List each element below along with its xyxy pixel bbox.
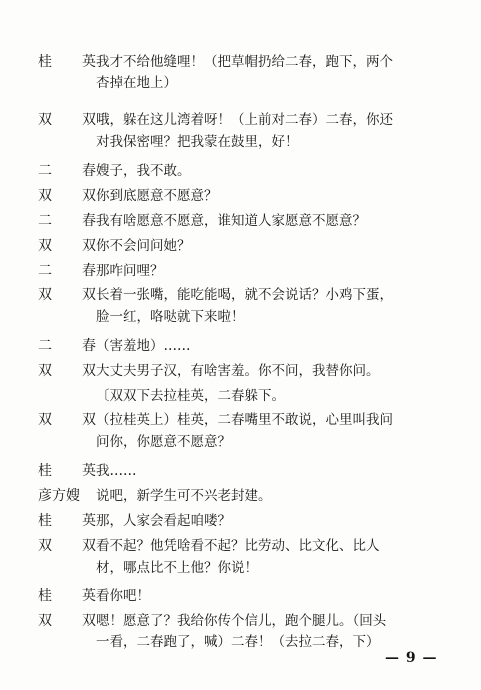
speaker-name: 二 春 [38, 213, 96, 229]
dialogue-line [0, 71, 481, 95]
dialogue-line [0, 430, 481, 454]
dialogue-text: 嫂子，我不敢。 [96, 163, 191, 179]
speaker-name: 双 双 [38, 188, 96, 204]
dialogue-line [0, 209, 481, 233]
dialogue-text: 看不起？他凭啥看不起？比劳动、比文化、比人 [96, 538, 380, 554]
dialogue-text: 脸一红，咯哒就下来啦！ [96, 309, 245, 325]
speaker-name: 双 双 [38, 613, 96, 629]
dialogue-text: 一看，二春跑了，喊）二春！（去拉二春，下） [96, 634, 380, 650]
dialogue-line [0, 234, 481, 258]
speaker-name: 二 春 [38, 163, 96, 179]
speaker-name: 桂 英 [38, 463, 96, 479]
dialogue-text: 〔双双下去拉桂英，二春躲下。 [96, 388, 285, 404]
dialogue-text: 看你吧！ [96, 588, 150, 604]
dialogue-text: 哦，躲在这儿湾着呀！（上前对二春）二春，你还 [96, 112, 393, 128]
dialogue-text: 杏掉在地上） [96, 75, 177, 91]
dialogue-line [0, 459, 481, 483]
dialogue-text: 你到底愿意不愿意？ [96, 188, 218, 204]
dialogue-line [0, 305, 481, 329]
speaker-name: 二 春 [38, 263, 96, 279]
speaker-name: 桂 英 [38, 513, 96, 529]
dialogue-text: 问你，你愿意不愿意？ [96, 434, 231, 450]
speaker-name: 双 双 [38, 287, 96, 303]
dialogue-text: （害羞地）…… [96, 338, 191, 354]
dialogue-text: （拉桂英上）桂英，二春嘴里不敢说，心里叫我问 [96, 412, 393, 428]
speaker-name: 桂 英 [38, 54, 96, 70]
dialogue-text: 你不会问问她？ [96, 238, 191, 254]
speaker-name: 双 双 [38, 363, 96, 379]
speaker-name: 二 春 [38, 338, 96, 354]
dialogue-text: 材，哪点比不上他？你说！ [96, 560, 258, 576]
speaker-name: 双 双 [38, 538, 96, 554]
dialogue-line [0, 584, 481, 608]
dialogue-text: 长着一张嘴，能吃能喝，就不会说话？小鸡下蛋， [96, 287, 393, 303]
dialogue-text: 大丈夫男子汉，有啥害羞。你不问，我替你问。 [96, 363, 380, 379]
dialogue-line [0, 184, 481, 208]
page-number: — 9 — [385, 650, 438, 666]
dialogue-line [0, 259, 481, 283]
dialogue-text: 我才不给他缝哩！（把草帽扔给二春，跑下，两个 [96, 54, 393, 70]
dialogue-text: 那咋问哩？ [96, 263, 164, 279]
dialogue-text: 那，人家会看起咱喽？ [96, 513, 231, 529]
dialogue-text: 嗯！愿意了？我给你传个信儿，跑个腿儿。（回头 [96, 613, 387, 629]
speaker-name: 双 双 [38, 112, 96, 128]
speaker-name: 彦方嫂 [38, 488, 80, 504]
speaker-name: 双 双 [38, 412, 96, 428]
dialogue-text: 说吧，新学生可不兴老封建。 [96, 488, 272, 504]
dialogue-line [0, 130, 481, 154]
dialogue-line [0, 509, 481, 533]
dialogue-line [0, 359, 481, 383]
dialogue-line [0, 334, 481, 358]
dialogue-line [0, 484, 481, 508]
dialogue-line [0, 108, 481, 132]
dialogue-line [0, 534, 481, 558]
dialogue-line [0, 283, 481, 307]
dialogue-line [0, 159, 481, 183]
speaker-name: 桂 英 [38, 588, 96, 604]
speaker-name: 双 双 [38, 238, 96, 254]
dialogue-line [0, 556, 481, 580]
dialogue-text: 对我保密哩？把我蒙在鼓里，好！ [96, 134, 299, 150]
dialogue-text: 我…… [96, 463, 137, 479]
dialogue-line [0, 384, 481, 408]
dialogue-text: 我有啥愿意不愿意，谁知道人家愿意不愿意？ [96, 213, 366, 229]
dialogue-line [0, 408, 481, 432]
